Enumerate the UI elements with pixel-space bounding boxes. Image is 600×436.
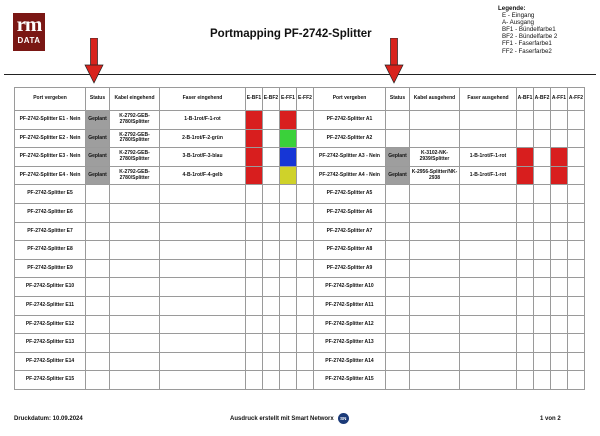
cable-in-cell: K-2792-GEB-2780/Splitter (110, 111, 160, 130)
cable-in-cell (110, 278, 160, 297)
status-in-cell (86, 296, 110, 315)
created-with-text: Ausdruck erstellt mit Smart Networx (230, 416, 334, 423)
fiber-in-cell (160, 371, 246, 390)
color-swatch-cell (246, 371, 263, 390)
cable-out-cell (410, 259, 460, 278)
color-swatch-cell (568, 166, 585, 185)
fiber-in-cell: 1-B-1rot/F-1-rot (160, 111, 246, 130)
color-swatch-cell (263, 278, 280, 297)
fiber-in-cell (160, 315, 246, 334)
color-swatch-cell (263, 371, 280, 390)
table-row (15, 296, 585, 315)
col-header: Status (86, 88, 110, 111)
port-out-cell: PF-2742-Splitter A2 (314, 129, 386, 148)
color-swatch-cell (551, 222, 568, 241)
port-in-cell: PF-2742-Splitter E3 - Nein (15, 148, 86, 167)
cable-in-cell (110, 259, 160, 278)
color-swatch-cell (280, 371, 297, 390)
port-out-cell: PF-2742-Splitter A12 (314, 315, 386, 334)
legend (498, 5, 557, 55)
table-row (15, 352, 585, 371)
color-swatch-cell (534, 352, 551, 371)
cable-in-cell: K-2792-GEB-2780/Splitter (110, 166, 160, 185)
color-swatch-cell (280, 259, 297, 278)
color-swatch-cell (263, 129, 280, 148)
port-in-cell: PF-2742-Splitter E2 - Nein (15, 129, 86, 148)
table-row (15, 148, 585, 167)
color-swatch-cell (246, 148, 263, 167)
status-in-cell (86, 222, 110, 241)
color-swatch-cell (568, 148, 585, 167)
color-swatch-cell (280, 278, 297, 297)
cable-in-cell (110, 185, 160, 204)
cable-out-cell (410, 129, 460, 148)
fiber-out-cell (460, 222, 517, 241)
color-swatch-cell (551, 166, 568, 185)
color-swatch-cell (568, 111, 585, 130)
status-in-cell (86, 278, 110, 297)
status-out-cell (386, 203, 410, 222)
color-swatch-cell (534, 296, 551, 315)
color-swatch-cell (534, 111, 551, 130)
cable-in-cell: K-2792-GEB-2780/Splitter (110, 148, 160, 167)
col-header: A-FF2 (568, 88, 585, 111)
status-out-cell (386, 371, 410, 390)
fiber-in-cell (160, 222, 246, 241)
fiber-out-cell (460, 315, 517, 334)
color-swatch-cell (297, 259, 314, 278)
fiber-in-cell: 4-B-1rot/F-4-gelb (160, 166, 246, 185)
color-swatch-cell (246, 166, 263, 185)
port-in-cell: PF-2742-Splitter E9 (15, 259, 86, 278)
col-header: E-FF2 (297, 88, 314, 111)
port-in-cell: PF-2742-Splitter E4 - Nein (15, 166, 86, 185)
color-swatch-cell (517, 111, 534, 130)
col-header: Port vergeben (15, 88, 86, 111)
color-swatch-cell (280, 241, 297, 260)
port-in-cell: PF-2742-Splitter E13 (15, 334, 86, 353)
status-in-cell: Geplant (86, 111, 110, 130)
table-row (15, 222, 585, 241)
table-row (15, 278, 585, 297)
fiber-in-cell (160, 296, 246, 315)
port-out-cell: PF-2742-Splitter A3 - Nein (314, 148, 386, 167)
color-swatch-cell (534, 334, 551, 353)
color-swatch-cell (517, 222, 534, 241)
color-swatch-cell (517, 352, 534, 371)
color-swatch-cell (246, 259, 263, 278)
table-row (15, 371, 585, 390)
port-out-cell: PF-2742-Splitter A6 (314, 203, 386, 222)
color-swatch-cell (297, 278, 314, 297)
col-header: Status (386, 88, 410, 111)
status-out-cell (386, 129, 410, 148)
color-swatch-cell (297, 129, 314, 148)
cable-out-cell (410, 278, 460, 297)
cable-in-cell (110, 352, 160, 371)
color-swatch-cell (246, 222, 263, 241)
color-swatch-cell (568, 334, 585, 353)
cable-out-cell: K-2956-Splitter/NK-2938 (410, 166, 460, 185)
cable-out-cell (410, 371, 460, 390)
color-swatch-cell (297, 166, 314, 185)
color-swatch-cell (534, 185, 551, 204)
cable-out-cell (410, 185, 460, 204)
color-swatch-cell (280, 148, 297, 167)
fiber-in-cell (160, 241, 246, 260)
color-swatch-cell (263, 334, 280, 353)
color-swatch-cell (297, 185, 314, 204)
col-header: E-BF2 (263, 88, 280, 111)
col-header: Faser ausgehend (460, 88, 517, 111)
port-out-cell: PF-2742-Splitter A9 (314, 259, 386, 278)
status-in-cell: Geplant (86, 148, 110, 167)
color-swatch-cell (280, 166, 297, 185)
color-swatch-cell (568, 185, 585, 204)
fiber-in-cell: 2-B-1rot/F-2-grün (160, 129, 246, 148)
status-in-cell (86, 352, 110, 371)
fiber-out-cell (460, 129, 517, 148)
fiber-in-cell: 3-B-1rot/F-3-blau (160, 148, 246, 167)
port-in-cell: PF-2742-Splitter E8 (15, 241, 86, 260)
color-swatch-cell (568, 259, 585, 278)
color-swatch-cell (263, 352, 280, 371)
color-swatch-cell (534, 371, 551, 390)
table-row (15, 315, 585, 334)
color-swatch-cell (246, 352, 263, 371)
color-swatch-cell (551, 129, 568, 148)
cable-out-cell (410, 296, 460, 315)
col-header: A-BF1 (517, 88, 534, 111)
cable-out-cell (410, 222, 460, 241)
status-in-cell: Geplant (86, 129, 110, 148)
color-swatch-cell (517, 166, 534, 185)
status-in-cell (86, 185, 110, 204)
color-swatch-cell (246, 315, 263, 334)
port-in-cell: PF-2742-Splitter E12 (15, 315, 86, 334)
status-in-cell (86, 315, 110, 334)
fiber-out-cell (460, 334, 517, 353)
color-swatch-cell (246, 129, 263, 148)
legend-heading: Legende: (498, 5, 526, 12)
color-swatch-cell (263, 296, 280, 315)
print-date: Druckdatum: 10.09.2024 (14, 416, 83, 422)
color-swatch-cell (297, 334, 314, 353)
fiber-in-cell (160, 334, 246, 353)
smart-networx-logo-icon: SN (338, 413, 349, 424)
fiber-out-cell (460, 278, 517, 297)
col-header: A-FF1 (551, 88, 568, 111)
color-swatch-cell (568, 222, 585, 241)
status-out-cell (386, 259, 410, 278)
cable-in-cell: K-2792-GEB-2780/Splitter (110, 129, 160, 148)
color-swatch-cell (517, 278, 534, 297)
color-swatch-cell (246, 111, 263, 130)
cable-out-cell (410, 352, 460, 371)
status-in-cell (86, 259, 110, 278)
color-swatch-cell (263, 259, 280, 278)
color-swatch-cell (246, 334, 263, 353)
color-swatch-cell (517, 334, 534, 353)
table-row (15, 241, 585, 260)
cable-in-cell (110, 371, 160, 390)
color-swatch-cell (551, 296, 568, 315)
status-in-cell (86, 334, 110, 353)
legend-item: BF2 - Bündelfarbe 2 (502, 33, 558, 41)
fiber-out-cell (460, 203, 517, 222)
color-swatch-cell (568, 129, 585, 148)
status-in-cell: Geplant (86, 166, 110, 185)
fiber-out-cell (460, 111, 517, 130)
status-in-cell (86, 371, 110, 390)
color-swatch-cell (280, 222, 297, 241)
logo-rm-text: rm (16, 12, 42, 36)
color-swatch-cell (280, 203, 297, 222)
portmapping-table (14, 87, 585, 390)
color-swatch-cell (534, 148, 551, 167)
color-swatch-cell (551, 259, 568, 278)
legend-item: FF1 - Faserfarbe1 (502, 40, 552, 48)
fiber-out-cell (460, 352, 517, 371)
port-in-cell: PF-2742-Splitter E6 (15, 203, 86, 222)
color-swatch-cell (551, 278, 568, 297)
port-out-cell: PF-2742-Splitter A11 (314, 296, 386, 315)
status-in-cell (86, 241, 110, 260)
color-swatch-cell (246, 185, 263, 204)
table-row (15, 259, 585, 278)
port-out-cell: PF-2742-Splitter A7 (314, 222, 386, 241)
table-row (15, 334, 585, 353)
cable-out-cell: K-3102-NK-2939/Splitter (410, 148, 460, 167)
fiber-out-cell: 1-B-1rot/F-1-rot (460, 148, 517, 167)
port-out-cell: PF-2742-Splitter A14 (314, 352, 386, 371)
color-swatch-cell (280, 185, 297, 204)
fiber-out-cell (460, 185, 517, 204)
color-swatch-cell (517, 371, 534, 390)
page-title: Portmapping PF-2742-Splitter (210, 28, 372, 40)
cable-in-cell (110, 296, 160, 315)
color-swatch-cell (280, 334, 297, 353)
table-row (15, 185, 585, 204)
cable-in-cell (110, 334, 160, 353)
status-out-cell (386, 352, 410, 371)
color-swatch-cell (263, 111, 280, 130)
fiber-in-cell (160, 278, 246, 297)
color-swatch-cell (568, 315, 585, 334)
cable-out-cell (410, 241, 460, 260)
cable-out-cell (410, 111, 460, 130)
color-swatch-cell (263, 222, 280, 241)
color-swatch-cell (551, 148, 568, 167)
color-swatch-cell (568, 352, 585, 371)
status-out-cell: Geplant (386, 166, 410, 185)
cable-in-cell (110, 315, 160, 334)
color-swatch-cell (246, 278, 263, 297)
down-arrow-icon (384, 38, 404, 84)
color-swatch-cell (263, 148, 280, 167)
port-in-cell: PF-2742-Splitter E11 (15, 296, 86, 315)
color-swatch-cell (534, 203, 551, 222)
color-swatch-cell (297, 315, 314, 334)
port-in-cell: PF-2742-Splitter E10 (15, 278, 86, 297)
color-swatch-cell (517, 129, 534, 148)
color-swatch-cell (297, 203, 314, 222)
color-swatch-cell (517, 259, 534, 278)
color-swatch-cell (280, 296, 297, 315)
port-out-cell: PF-2742-Splitter A15 (314, 371, 386, 390)
col-header: Kabel ausgehend (410, 88, 460, 111)
fiber-in-cell (160, 259, 246, 278)
status-out-cell (386, 315, 410, 334)
status-out-cell (386, 334, 410, 353)
status-out-cell (386, 296, 410, 315)
color-swatch-cell (297, 148, 314, 167)
color-swatch-cell (517, 148, 534, 167)
color-swatch-cell (517, 241, 534, 260)
fiber-in-cell (160, 203, 246, 222)
color-swatch-cell (517, 203, 534, 222)
port-out-cell: PF-2742-Splitter A10 (314, 278, 386, 297)
color-swatch-cell (280, 352, 297, 371)
color-swatch-cell (551, 352, 568, 371)
color-swatch-cell (551, 185, 568, 204)
page-number: 1 von 2 (540, 416, 561, 422)
cable-in-cell (110, 203, 160, 222)
table-row (15, 166, 585, 185)
cable-in-cell (110, 241, 160, 260)
color-swatch-cell (263, 185, 280, 204)
down-arrow-icon (84, 38, 104, 84)
status-out-cell (386, 185, 410, 204)
color-swatch-cell (568, 296, 585, 315)
table-row (15, 111, 585, 130)
cable-out-cell (410, 203, 460, 222)
port-out-cell: PF-2742-Splitter A13 (314, 334, 386, 353)
color-swatch-cell (551, 111, 568, 130)
col-header: A-BF2 (534, 88, 551, 111)
port-in-cell: PF-2742-Splitter E7 (15, 222, 86, 241)
color-swatch-cell (568, 241, 585, 260)
color-swatch-cell (263, 241, 280, 260)
fiber-out-cell (460, 296, 517, 315)
cable-in-cell (110, 222, 160, 241)
color-swatch-cell (551, 203, 568, 222)
status-out-cell (386, 222, 410, 241)
table-row (15, 129, 585, 148)
table-header-row (15, 88, 585, 111)
footer-created-by (230, 413, 349, 424)
legend-item: A- Ausgang (502, 19, 534, 27)
color-swatch-cell (534, 166, 551, 185)
color-swatch-cell (263, 315, 280, 334)
color-swatch-cell (534, 241, 551, 260)
color-swatch-cell (551, 315, 568, 334)
fiber-out-cell (460, 241, 517, 260)
color-swatch-cell (534, 315, 551, 334)
port-in-cell: PF-2742-Splitter E14 (15, 352, 86, 371)
status-out-cell (386, 278, 410, 297)
status-out-cell (386, 111, 410, 130)
legend-item: FF2 - Faserfarbe2 (502, 47, 552, 55)
color-swatch-cell (534, 278, 551, 297)
color-swatch-cell (246, 241, 263, 260)
color-swatch-cell (517, 315, 534, 334)
fiber-out-cell: 1-B-1rot/F-1-rot (460, 166, 517, 185)
color-swatch-cell (534, 222, 551, 241)
color-swatch-cell (280, 111, 297, 130)
color-swatch-cell (297, 352, 314, 371)
color-swatch-cell (246, 296, 263, 315)
col-header: Faser eingehend (160, 88, 246, 111)
col-header: E-BF1 (246, 88, 263, 111)
port-in-cell: PF-2742-Splitter E15 (15, 371, 86, 390)
port-in-cell: PF-2742-Splitter E5 (15, 185, 86, 204)
color-swatch-cell (551, 241, 568, 260)
color-swatch-cell (297, 371, 314, 390)
status-in-cell (86, 203, 110, 222)
port-out-cell: PF-2742-Splitter A8 (314, 241, 386, 260)
rm-data-logo (13, 13, 45, 51)
color-swatch-cell (534, 259, 551, 278)
color-swatch-cell (280, 129, 297, 148)
color-swatch-cell (297, 296, 314, 315)
port-out-cell: PF-2742-Splitter A1 (314, 111, 386, 130)
color-swatch-cell (280, 315, 297, 334)
legend-item: BF1 - Bündelfarbe1 (502, 26, 556, 34)
status-out-cell: Geplant (386, 148, 410, 167)
fiber-out-cell (460, 371, 517, 390)
color-swatch-cell (551, 334, 568, 353)
fiber-in-cell (160, 185, 246, 204)
fiber-in-cell (160, 352, 246, 371)
legend-item: E - Eingang (502, 12, 535, 20)
fiber-out-cell (460, 259, 517, 278)
cable-out-cell (410, 315, 460, 334)
color-swatch-cell (263, 203, 280, 222)
table-row (15, 203, 585, 222)
color-swatch-cell (246, 203, 263, 222)
col-header: E-FF1 (280, 88, 297, 111)
color-swatch-cell (297, 222, 314, 241)
color-swatch-cell (517, 296, 534, 315)
port-in-cell: PF-2742-Splitter E1 - Nein (15, 111, 86, 130)
color-swatch-cell (263, 166, 280, 185)
color-swatch-cell (568, 371, 585, 390)
color-swatch-cell (534, 129, 551, 148)
port-out-cell: PF-2742-Splitter A4 - Nein (314, 166, 386, 185)
color-swatch-cell (551, 371, 568, 390)
logo-data-text: DATA (17, 36, 41, 45)
col-header: Kabel eingehend (110, 88, 160, 111)
port-out-cell: PF-2742-Splitter A5 (314, 185, 386, 204)
color-swatch-cell (568, 278, 585, 297)
color-swatch-cell (297, 241, 314, 260)
color-swatch-cell (517, 185, 534, 204)
color-swatch-cell (297, 111, 314, 130)
status-out-cell (386, 241, 410, 260)
cable-out-cell (410, 334, 460, 353)
color-swatch-cell (568, 203, 585, 222)
col-header: Port vergeben (314, 88, 386, 111)
